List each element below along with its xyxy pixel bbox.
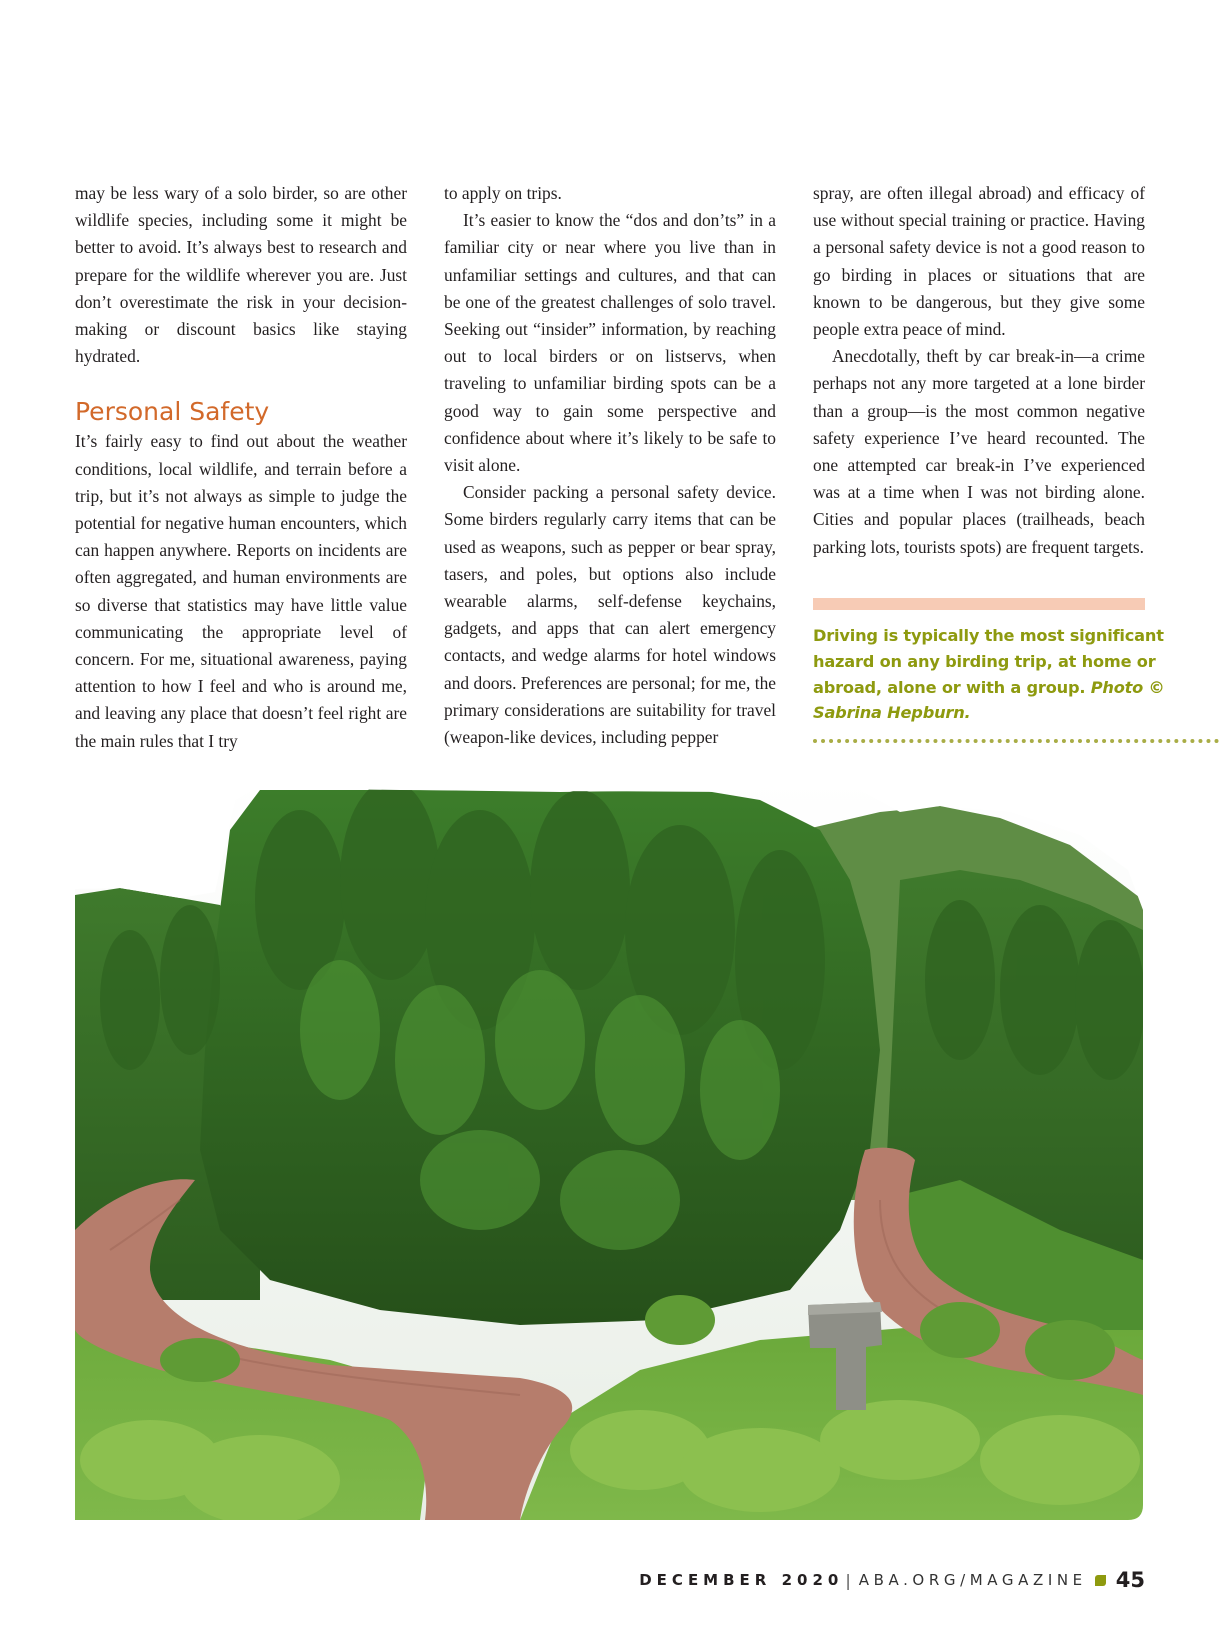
footer-separator: |: [845, 1570, 851, 1590]
issue-date: DECEMBER 2020: [639, 1571, 844, 1589]
leaf-icon: [1095, 1575, 1106, 1586]
magazine-url: ABA.ORG/MAGAZINE: [858, 1571, 1087, 1589]
photo-credit: Photo © Sabrina Hepburn.: [813, 677, 1165, 723]
paragraph: may be less wary of a solo birder, so are other wildlife species, including some it might be better to avoid. It’s always best to research and prepare for the wildlife wherever you are. Just don’t overestimate the risk in your decision-making or discount basics like staying hydrated.: [75, 183, 407, 367]
paragraph: It’s fairly easy to find out about the weather conditions, local wildlife, and terrain before a trip, but it’s not always as simple to judge the potential for negative human encounters, which can happen anywhere. Reports on incidents are often aggregated, and human environments are so diverse that statistics may have little value communicating the appropriate level of concern. For me, situational awareness, paying attention to how I feel and who is around me, and leaving any place that doesn’t feel right are the main rules that I try: [75, 431, 407, 751]
paragraph: to apply on trips.: [444, 183, 562, 203]
paragraph: spray, are often illegal abroad) and efficacy of use without special training or practice. Having a personal safety device is not a good reason to go birding in places or situations that are known to be dangerous, but they give some people extra peace of mind.: [813, 183, 1145, 340]
caption-text: Driving is typically the most significant hazard on any birding trip, at home or abroad, alone or with a group.: [813, 626, 1164, 697]
paragraph: It’s easier to know the “dos and don’ts” in a familiar city or near where you live than in unfamiliar settings and cultures, and that can be one of the greatest challenges of solo travel. Seeking out “insider” information, by reaching out to local birders or on listservs, when traveling to unfamiliar birding spots can be a good way to gain some perspective and confidence about where it’s likely to be safe to visit alone.: [444, 210, 776, 476]
paragraph: Anecdotally, theft by car break-in—a crime perhaps not any more targeted at a lone birder than a group—is the most common negative safety experience I’ve heard recounted. The one attempted car break-in I’ve experienced was at a time when I was not birding alone. Cities and popular places (trailheads, beach parking lots, tourists spots) are frequent targets.: [813, 346, 1145, 557]
paragraph: Consider packing a personal safety device. Some birders regularly carry items that can be used as weapons, such as pepper or bear spray, tasers, and poles, but options also include wearable alarms, self-defense keychains, gadgets, and apps that can alert emergency contacts, and wedge alarms for hotel windows and doors. Preferences are personal; for me, the primary considerations are suitability for travel (weapon-like devices, including pepper: [444, 482, 776, 748]
page-number: 45: [1115, 1568, 1145, 1592]
section-heading: Personal Safety: [75, 397, 270, 427]
page-footer: [639, 1568, 1145, 1592]
